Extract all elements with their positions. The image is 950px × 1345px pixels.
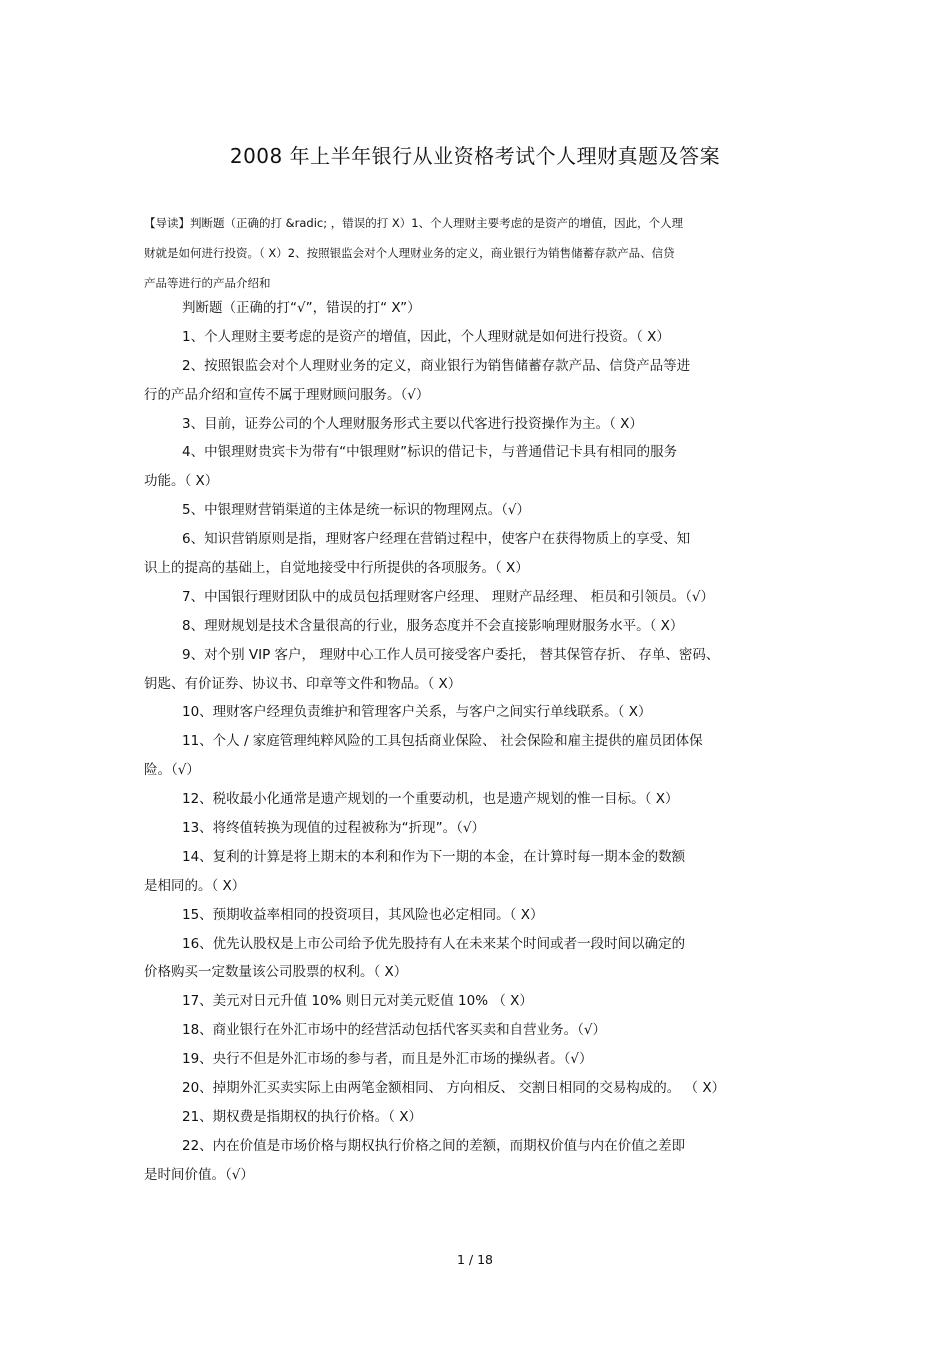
text-line: 7、中国银行理财团队中的成员包括理财客户经理、 理财产品经理、 柜员和引领员。（√） (182, 588, 715, 605)
text-line: 21、期权费是指期权的执行价格。（ X） (182, 1108, 422, 1125)
document-title: 2008 年上半年银行从业资格考试个人理财真题及答案 (229, 144, 721, 168)
text-line: 行的产品介绍和宣传不属于理财顾问服务。（√） (144, 386, 430, 403)
text-line: 13、将终值转换为现值的过程被称为“折现”。（√） (182, 820, 486, 837)
text-line: 17、美元对日元升值 10% 则日元对美元贬值 10% （ X） (182, 993, 533, 1010)
text-line: 9、对个别 VIP 客户， 理财中心工作人员可接受客户委托， 替其保管存折、 存单、密码、 (182, 646, 720, 663)
text-line: 5、中银理财营销渠道的主体是统一标识的物理网点。（√） (182, 502, 530, 519)
text-line: 4、中银理财贵宾卡为带有“中银理财”标识的借记卡，与普通借记卡具有相同的服务 (182, 444, 678, 461)
text-line: 16、优先认股权是上市公司给予优先股持有人在未来某个时间或者一段时间以确定的 (182, 935, 686, 952)
text-line: 22、内在价值是市场价格与期权执行价格之间的差额，而期权价值与内在价值之差即 (182, 1137, 686, 1154)
text-line: 20、掉期外汇买卖实际上由两笔金额相同、 方向相反、 交割日相同的交易构成的。 （ X） (182, 1080, 726, 1097)
text-line: 11、个人 / 家庭管理纯粹风险的工具包括商业保险、 社会保险和雇主提供的雇员团体保 (182, 733, 703, 750)
text-line: 8、理财规划是技术含量很高的行业，服务态度并不会直接影响理财服务水平。（ X） (182, 617, 684, 634)
text-line: 18、商业银行在外汇市场中的经营活动包括代客买卖和自营业务。（√） (182, 1022, 607, 1039)
text-line: 险。（√） (144, 762, 200, 779)
question-list (144, 294, 824, 1190)
text-line: 判断题（正确的打“√”，错误的打“ X”） (182, 300, 421, 316)
text-line: 是时间价值。（√） (144, 1166, 254, 1183)
text-line: 14、复利的计算是将上期末的本利和作为下一期的本金，在计算时每一期本金的数额 (182, 848, 686, 865)
text-line: 19、央行不但是外汇市场的参与者，而且是外汇市场的操纵者。（√） (182, 1051, 593, 1068)
text-line: 钥匙、有价证券、协议书、印章等文件和物品。（ X） (144, 675, 462, 692)
text-line: 3、目前，证券公司的个人理财服务形式主要以代客进行投资操作为主。（ X） (182, 415, 643, 432)
text-line: 识上的提高的基础上，自觉地接受中行所提供的各项服务。（ X） (144, 560, 529, 577)
text-line: 1、个人理财主要考虑的是资产的增值，因此，个人理财就是如何进行投资。（ X） (182, 328, 670, 345)
text-line: 15、预期收益率相同的投资项目，其风险也必定相同。（ X） (182, 906, 544, 923)
text-line: 12、税收最小化通常是遗产规划的一个重要动机，也是遗产规划的惟一目标。（ X） (182, 791, 679, 808)
intro-line: 【导读】判断题（正确的打 &radic; ，错误的打 X）1、个人理财主要考虑的是资产的增值，因此，个人理 (144, 216, 684, 230)
intro-line: 产品等进行的产品介绍和 (144, 276, 271, 290)
intro-line: 财就是如何进行投资。（ X）2、按照银监会对个人理财业务的定义，商业银行为销售储蓄存款产品、信贷 (144, 246, 675, 260)
text-line: 价格购买一定数量该公司股票的权利。（ X） (144, 964, 408, 981)
page-number: 1 / 18 (456, 1252, 494, 1267)
text-line: 2、按照银监会对个人理财业务的定义，商业银行为销售储蓄存款产品、信贷产品等进 (182, 357, 691, 374)
intro-paragraph (144, 208, 824, 298)
text-line: 10、理财客户经理负责维护和管理客户关系，与客户之间实行单线联系。（ X） (182, 704, 652, 721)
text-line: 是相同的。（ X） (144, 877, 246, 894)
text-line: 功能。（ X） (144, 473, 219, 490)
text-line: 6、知识营销原则是指，理财客户经理在营销过程中，使客户在获得物质上的享受、知 (182, 531, 691, 548)
